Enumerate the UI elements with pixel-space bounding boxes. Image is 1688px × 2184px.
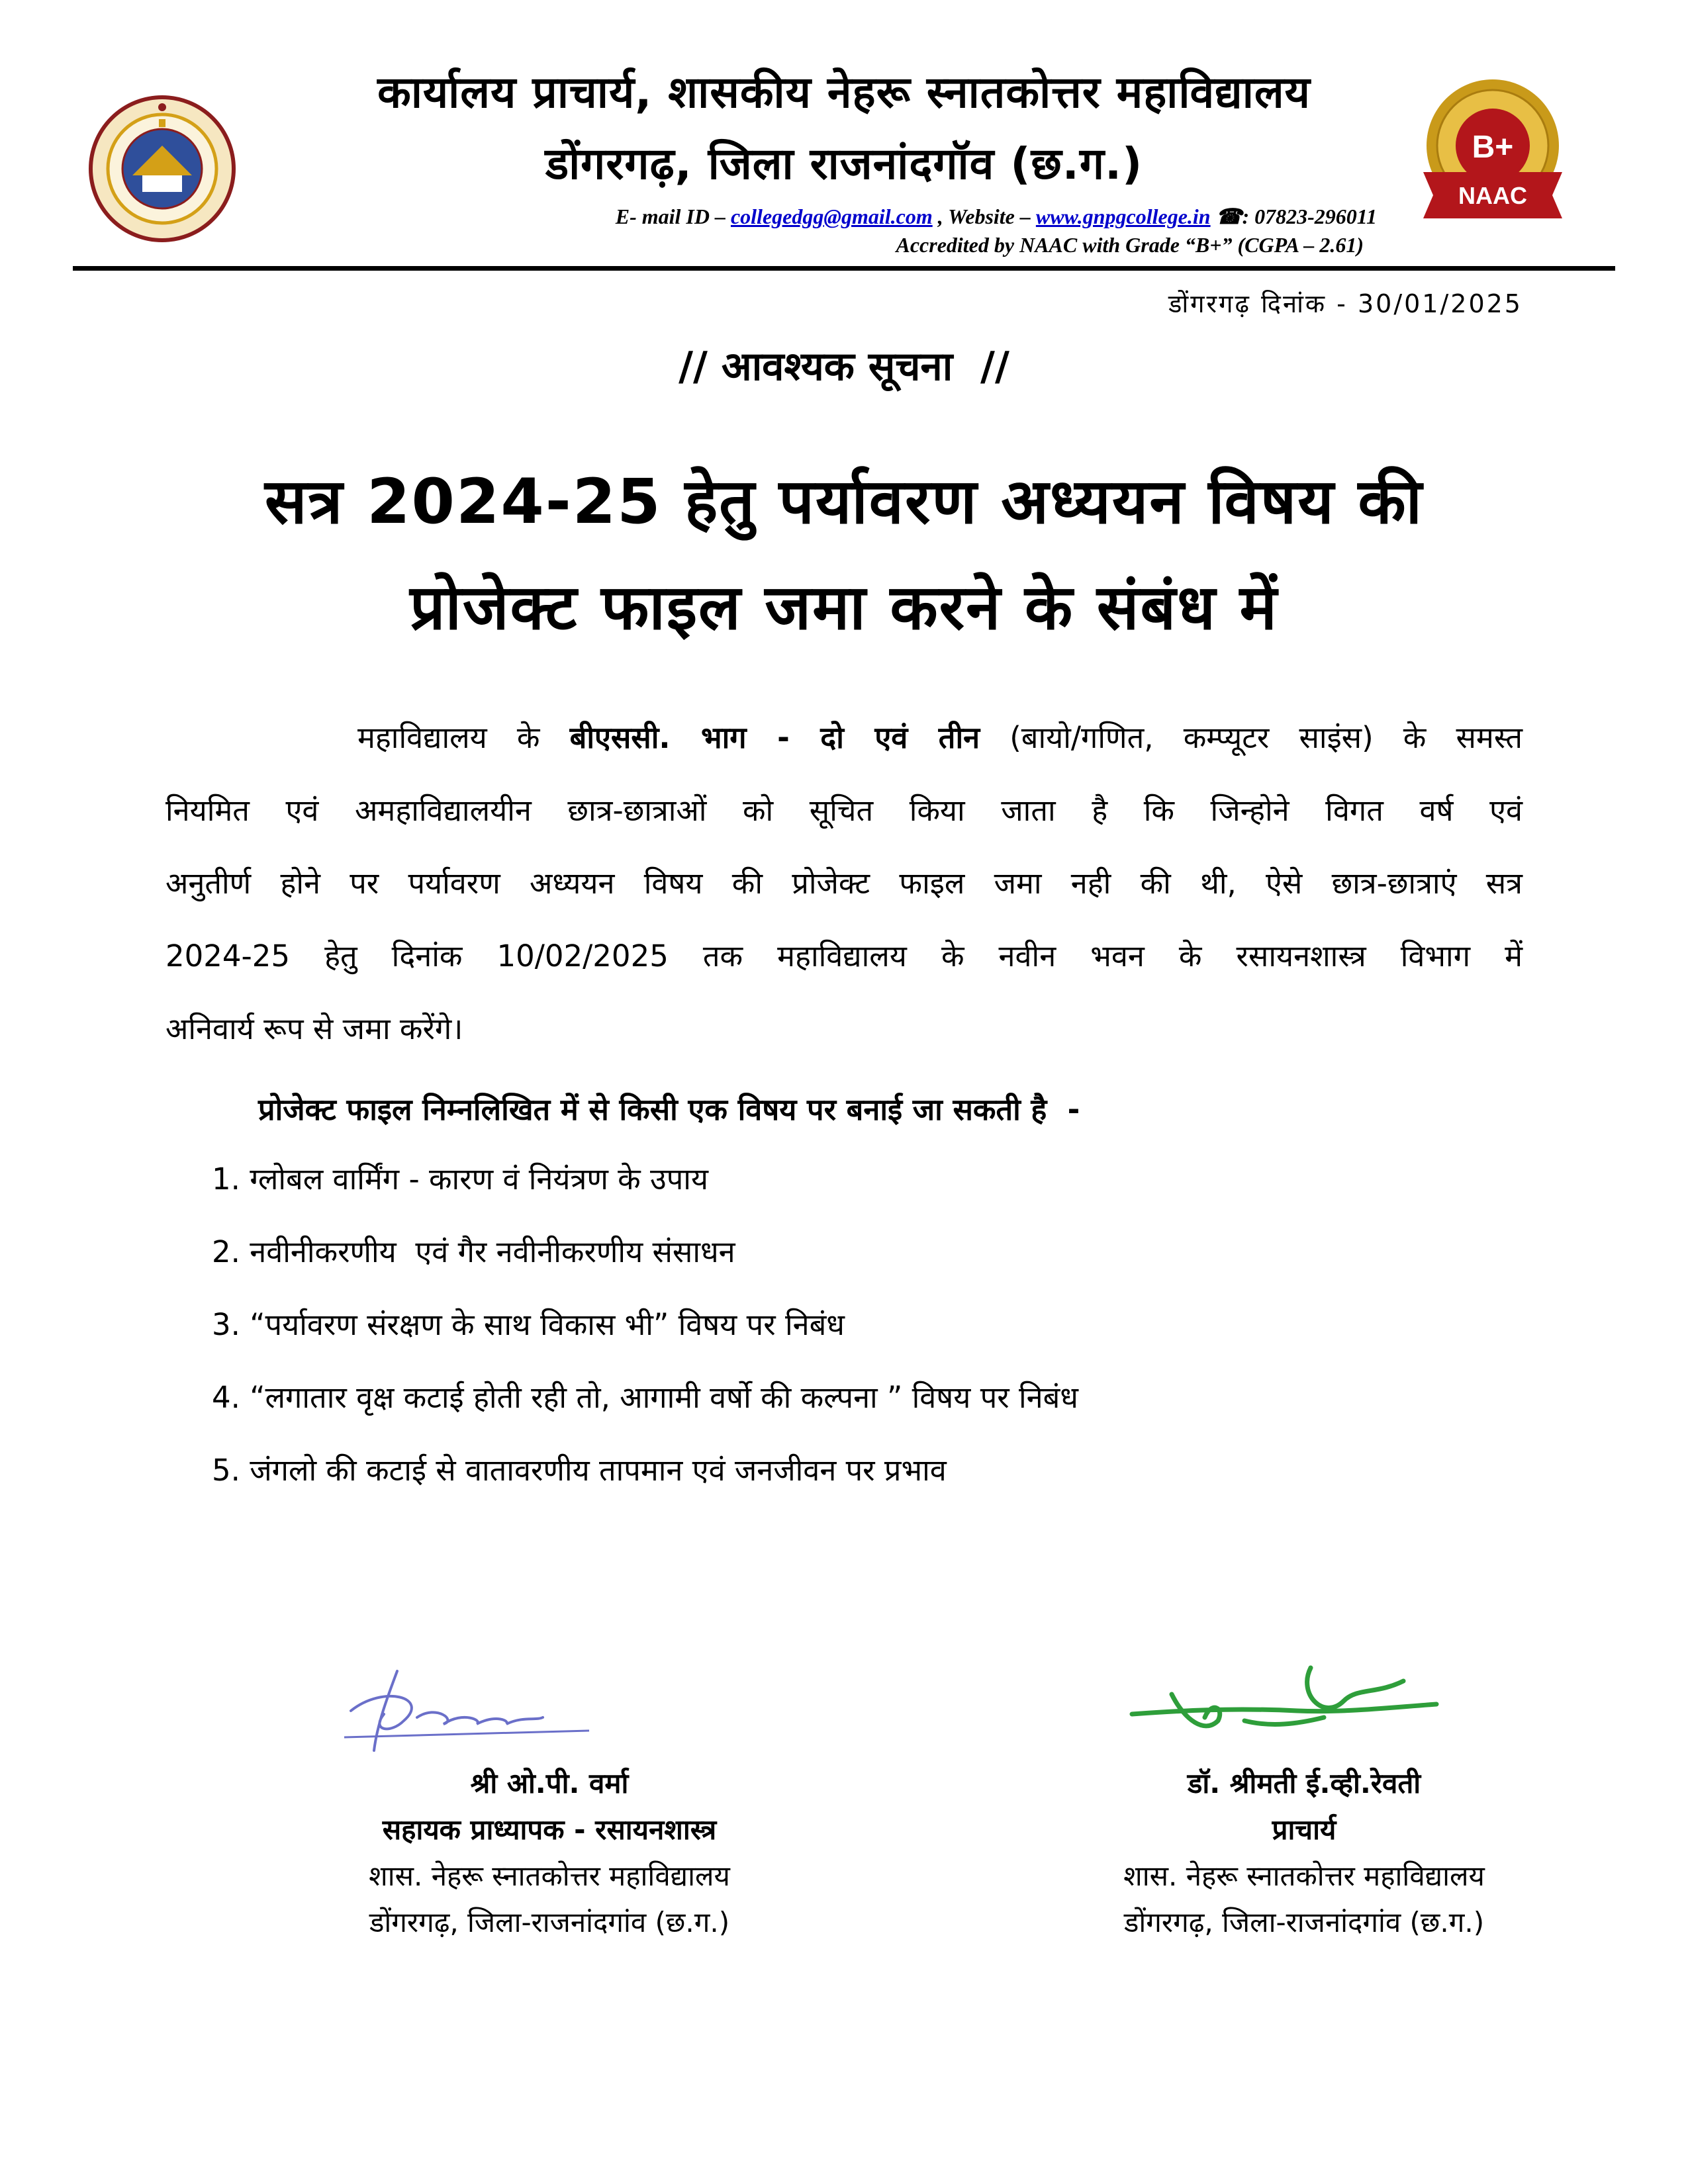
list-item: 5. जंगलो की कटाई से वातावरणीय तापमान एवं जनजीवन पर प्रभाव [212,1453,947,1488]
topics-intro: प्रोजेक्ट फाइल निम्नलिखित में से किसी एक विषय पर बनाई जा सकती है - [258,1092,1080,1127]
website-link[interactable]: www.gnpgcollege.in [1035,205,1211,228]
signatory-name: श्री ओ.पी. वर्मा [470,1767,629,1799]
signatory-institution: शास. नेहरू स्नातकोत्तर महाविद्यालय [1123,1860,1485,1892]
signatory-designation: सहायक प्राध्यापक - रसायनशास्त्र [382,1813,717,1846]
paragraph-line: अनिवार्य रूप से जमा करेंगे। [165,1011,463,1046]
naac-badge-icon [1410,73,1575,238]
list-item: 4. “लगातार वृक्ष कटाई होती रही तो, आगामी वर्षो की कल्पना ” विषय पर निबंध [212,1380,1078,1415]
letterhead-title: कार्यालय प्राचार्य, शासकीय नेहरू स्नातकोत्तर महाविद्यालय [377,67,1311,118]
letterhead-address: डोंगरगढ़, जिला राजनांदगॉव (छ.ग.) [545,138,1143,189]
paragraph-text: महाविद्यालय के [357,720,570,755]
signatory-left [252,1760,847,1946]
signature-right-image [1125,1655,1443,1754]
naac-ribbon-text: NAAC [1458,182,1527,209]
signature-left-image [324,1658,602,1757]
website-label: , Website – [932,205,1036,228]
accreditation-line: Accredited by NAAC with Grade “B+” (CGPA – 2.61) [896,233,1364,257]
notice-heading: // आवश्यक सूचना // [679,343,1009,390]
signatory-place: डोंगरगढ़, जिला-राजनांदगांव (छ.ग.) [1123,1906,1485,1938]
header-divider [73,266,1615,271]
phone-icon: ☎ [1215,205,1243,228]
signatory-institution: शास. नेहरू स्नातकोत्तर महाविद्यालय [369,1860,730,1892]
paragraph-text: (बायो/गणित, कम्प्यूटर साइंस) के समस्त [980,720,1523,755]
list-item: 1. ग्लोबल वार्मिंग - कारण वं नियंत्रण के उपाय [212,1161,709,1197]
paragraph-line: नियमित एवं अमहाविद्यालयीन छात्र-छात्राओं को सूचित किया जाता है कि जिन्होने विगत वर्ष एवं [165,793,1523,828]
signatory-designation: प्राचार्य [1272,1813,1336,1846]
list-item: 3. “पर्यावरण संरक्षण के साथ विकास भी” विषय पर निबंध [212,1307,845,1342]
signatory-place: डोंगरगढ़, जिला-राजनांदगांव (छ.ग.) [369,1906,730,1938]
paragraph-line [357,718,1523,758]
paragraph-line: 2024-25 हेतु दिनांक 10/02/2025 तक महाविद्यालय के नवीन भवन के रसायनशास्त्र विभाग में [165,938,1523,974]
naac-grade: B+ [1472,130,1514,165]
notice-title-line-1: सत्र 2024-25 हेतु पर्यावरण अध्ययन विषय की [264,466,1424,538]
email-label: E- mail ID – [615,205,731,228]
notice-title-line-2: प्रोजेक्ट फाइल जमा करने के संबंध में [410,572,1278,644]
paragraph-bold-text: बीएससी. भाग - दो एवं तीन [569,720,980,755]
date-line: डोंगरगढ़ दिनांक - 30/01/2025 [1168,289,1523,318]
phone-number: : 07823-296011 [1242,205,1377,228]
paragraph-line: अनुतीर्ण होने पर पर्यावरण अध्ययन विषय की प्रोजेक्ट फाइल जमा नही की थी, ऐसे छात्र-छात्राएं सत्र [165,866,1523,901]
list-item: 2. नवीनीकरणीय एवं गैर नवीनीकरणीय संसाधन [212,1234,735,1269]
signatory-name: डॉ. श्रीमती ई.व्ही.रेवती [1187,1767,1421,1799]
email-link[interactable]: collegedgg@gmail.com [730,205,933,228]
contact-line [410,204,1377,229]
signatory-right [1006,1760,1602,1946]
